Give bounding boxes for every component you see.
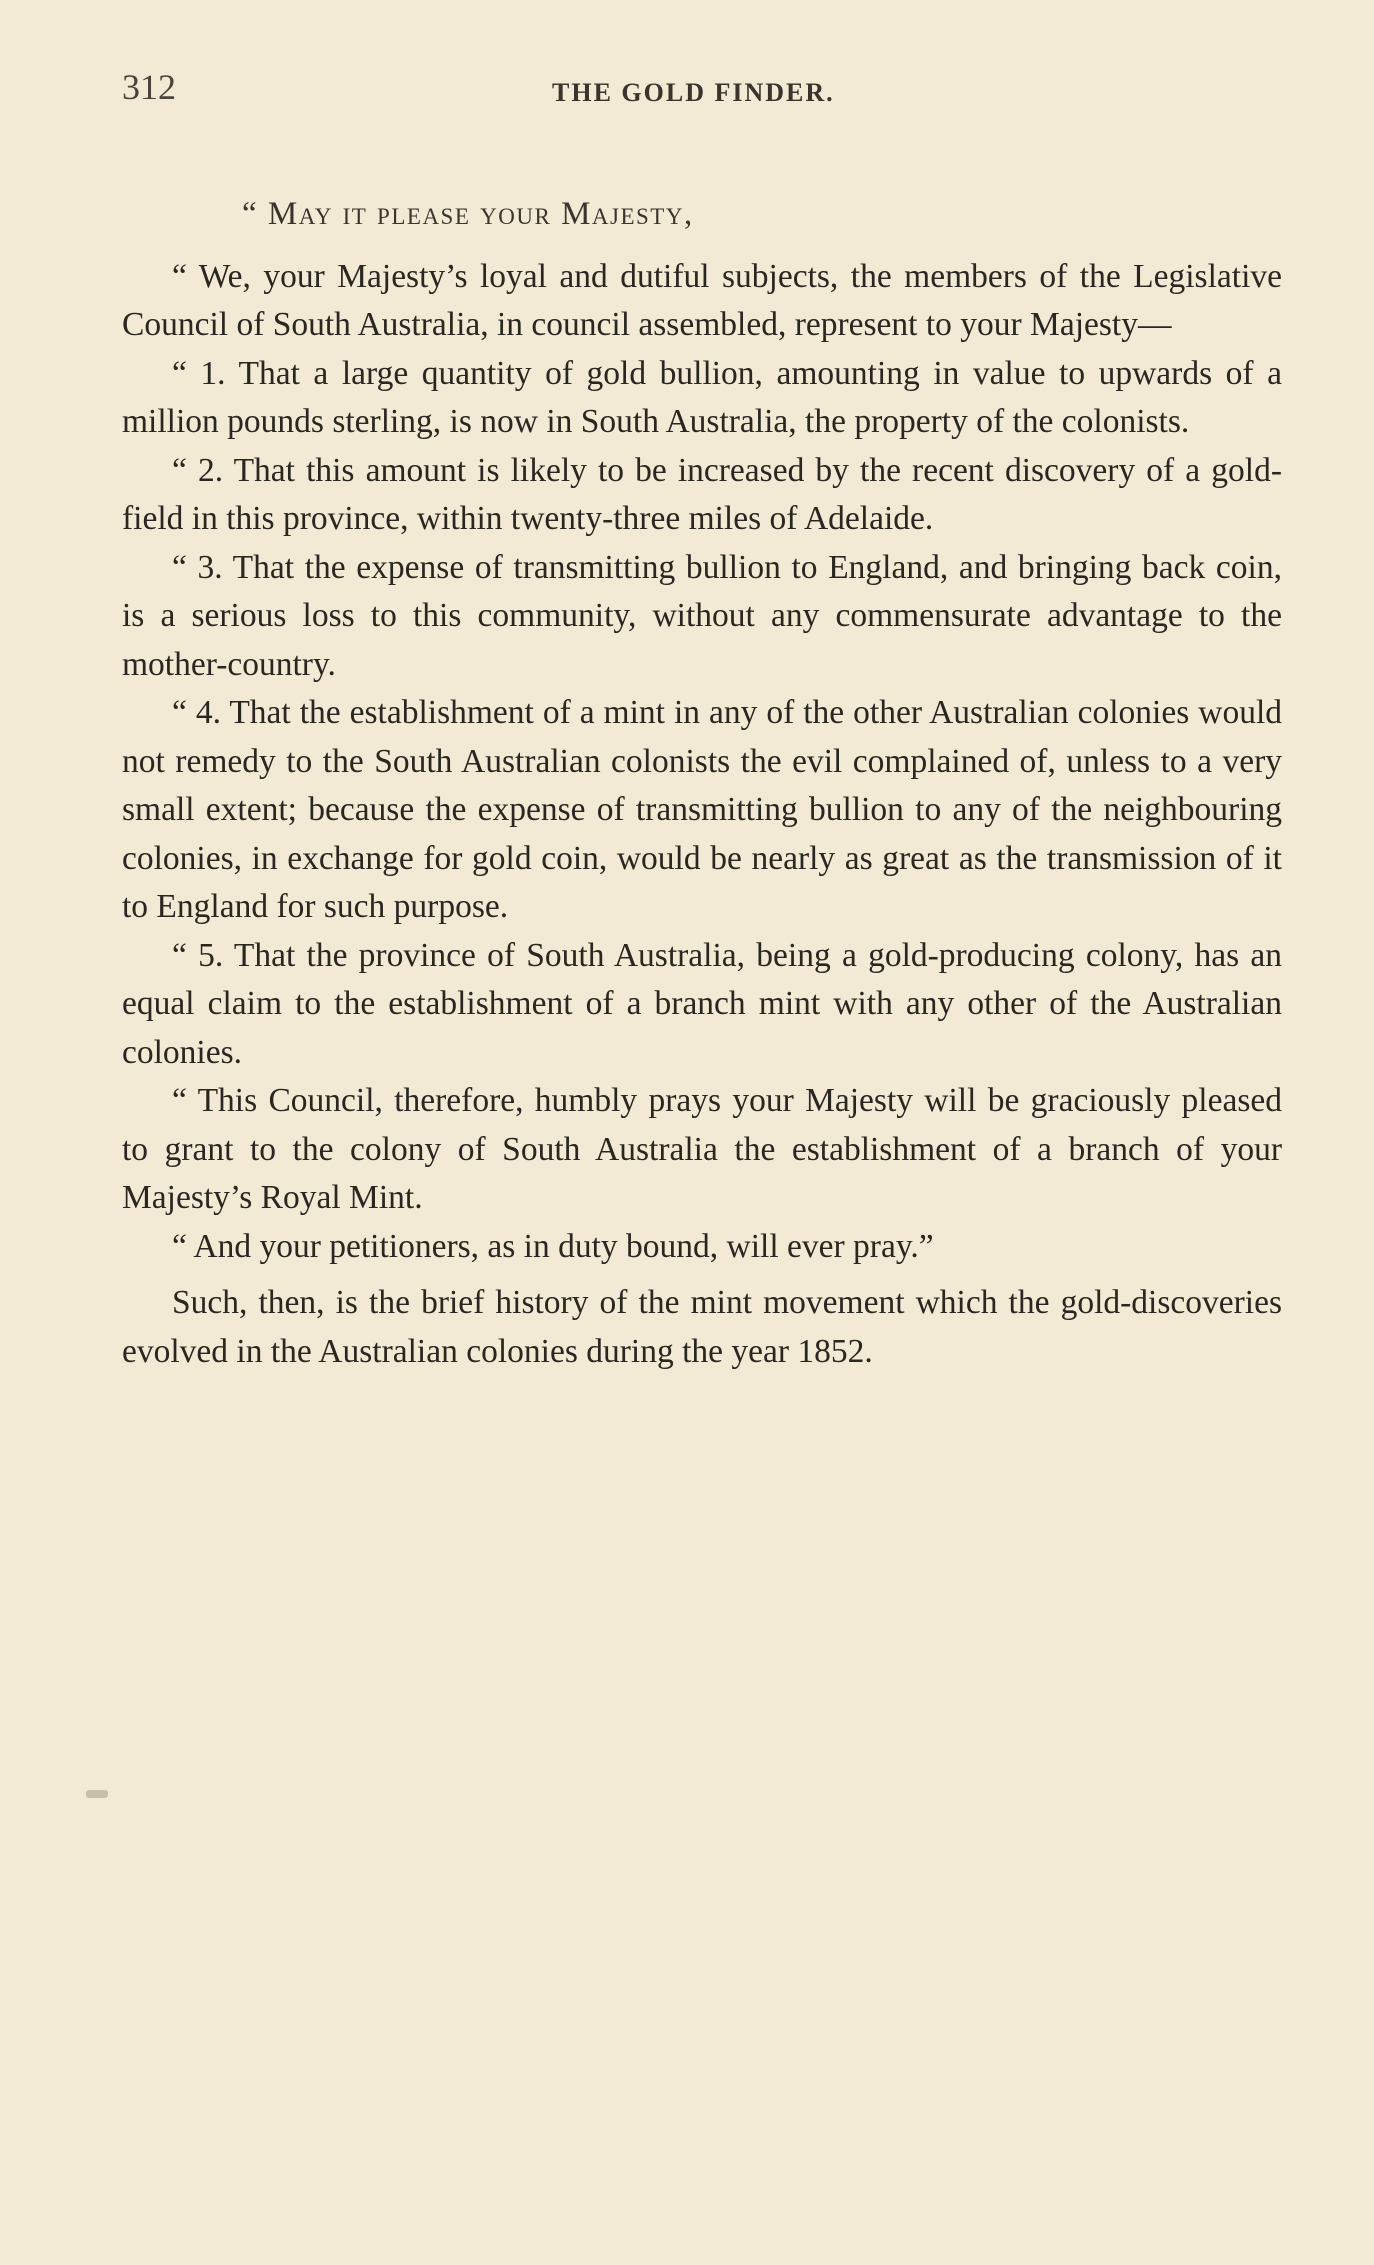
page-header bbox=[122, 66, 1282, 116]
body-text bbox=[122, 190, 1282, 1376]
print-smudge bbox=[86, 1790, 108, 1798]
running-head: THE GOLD FINDER. bbox=[552, 78, 835, 107]
petition-paragraph: “ And your petitioners, as in duty bound, will ever pray.” bbox=[172, 1227, 934, 1265]
petition-paragraph: “ 2. That this amount is likely to be increased by the recent discovery of a gold-field in this province, within twenty-three miles of Adelaide. bbox=[122, 451, 1282, 537]
petition-paragraph: “ 1. That a large quantity of gold bullion, amounting in value to upwards of a million pounds sterling, is now in South Australia, the property of the colonists. bbox=[122, 354, 1282, 440]
petition-paragraph: “ We, your Majesty’s loyal and dutiful subjects, the members of the Legislative Council of South Australia, in council assembled, represent to your Majesty— bbox=[122, 257, 1282, 343]
closing-paragraph: Such, then, is the brief history of the mint movement which the gold-discoveries evolved in the Australian colonies during the year 1852. bbox=[122, 1284, 1282, 1370]
petition-salutation: “ May it please your Majesty, bbox=[242, 196, 694, 232]
petition-paragraph: “ 5. That the province of South Australia, being a gold-producing colony, has an equal claim to the establishment of a branch mint with any other of the Australian colonies. bbox=[122, 936, 1282, 1071]
petition-paragraph: “ 4. That the establishment of a mint in any of the other Australian colonies would not remedy to the South Australian colonists the evil complained of, unless to a very small extent; because the expense of transmitting bullion to any of the neighbouring colonies, in exchange for gold coin, would be nearly as great as the transmission of it to England for such purpose. bbox=[122, 694, 1282, 925]
petition-paragraph: “ This Council, therefore, humbly prays your Majesty will be graciously pleased to grant to the colony of South Australia the establishment of a branch of your Majesty’s Royal Mint. bbox=[122, 1082, 1282, 1216]
page-number: 312 bbox=[122, 67, 176, 107]
petition-paragraph: “ 3. That the expense of transmitting bullion to England, and bringing back coin, is a serious loss to this community, without any commensurate advantage to the mother-country. bbox=[122, 548, 1282, 683]
